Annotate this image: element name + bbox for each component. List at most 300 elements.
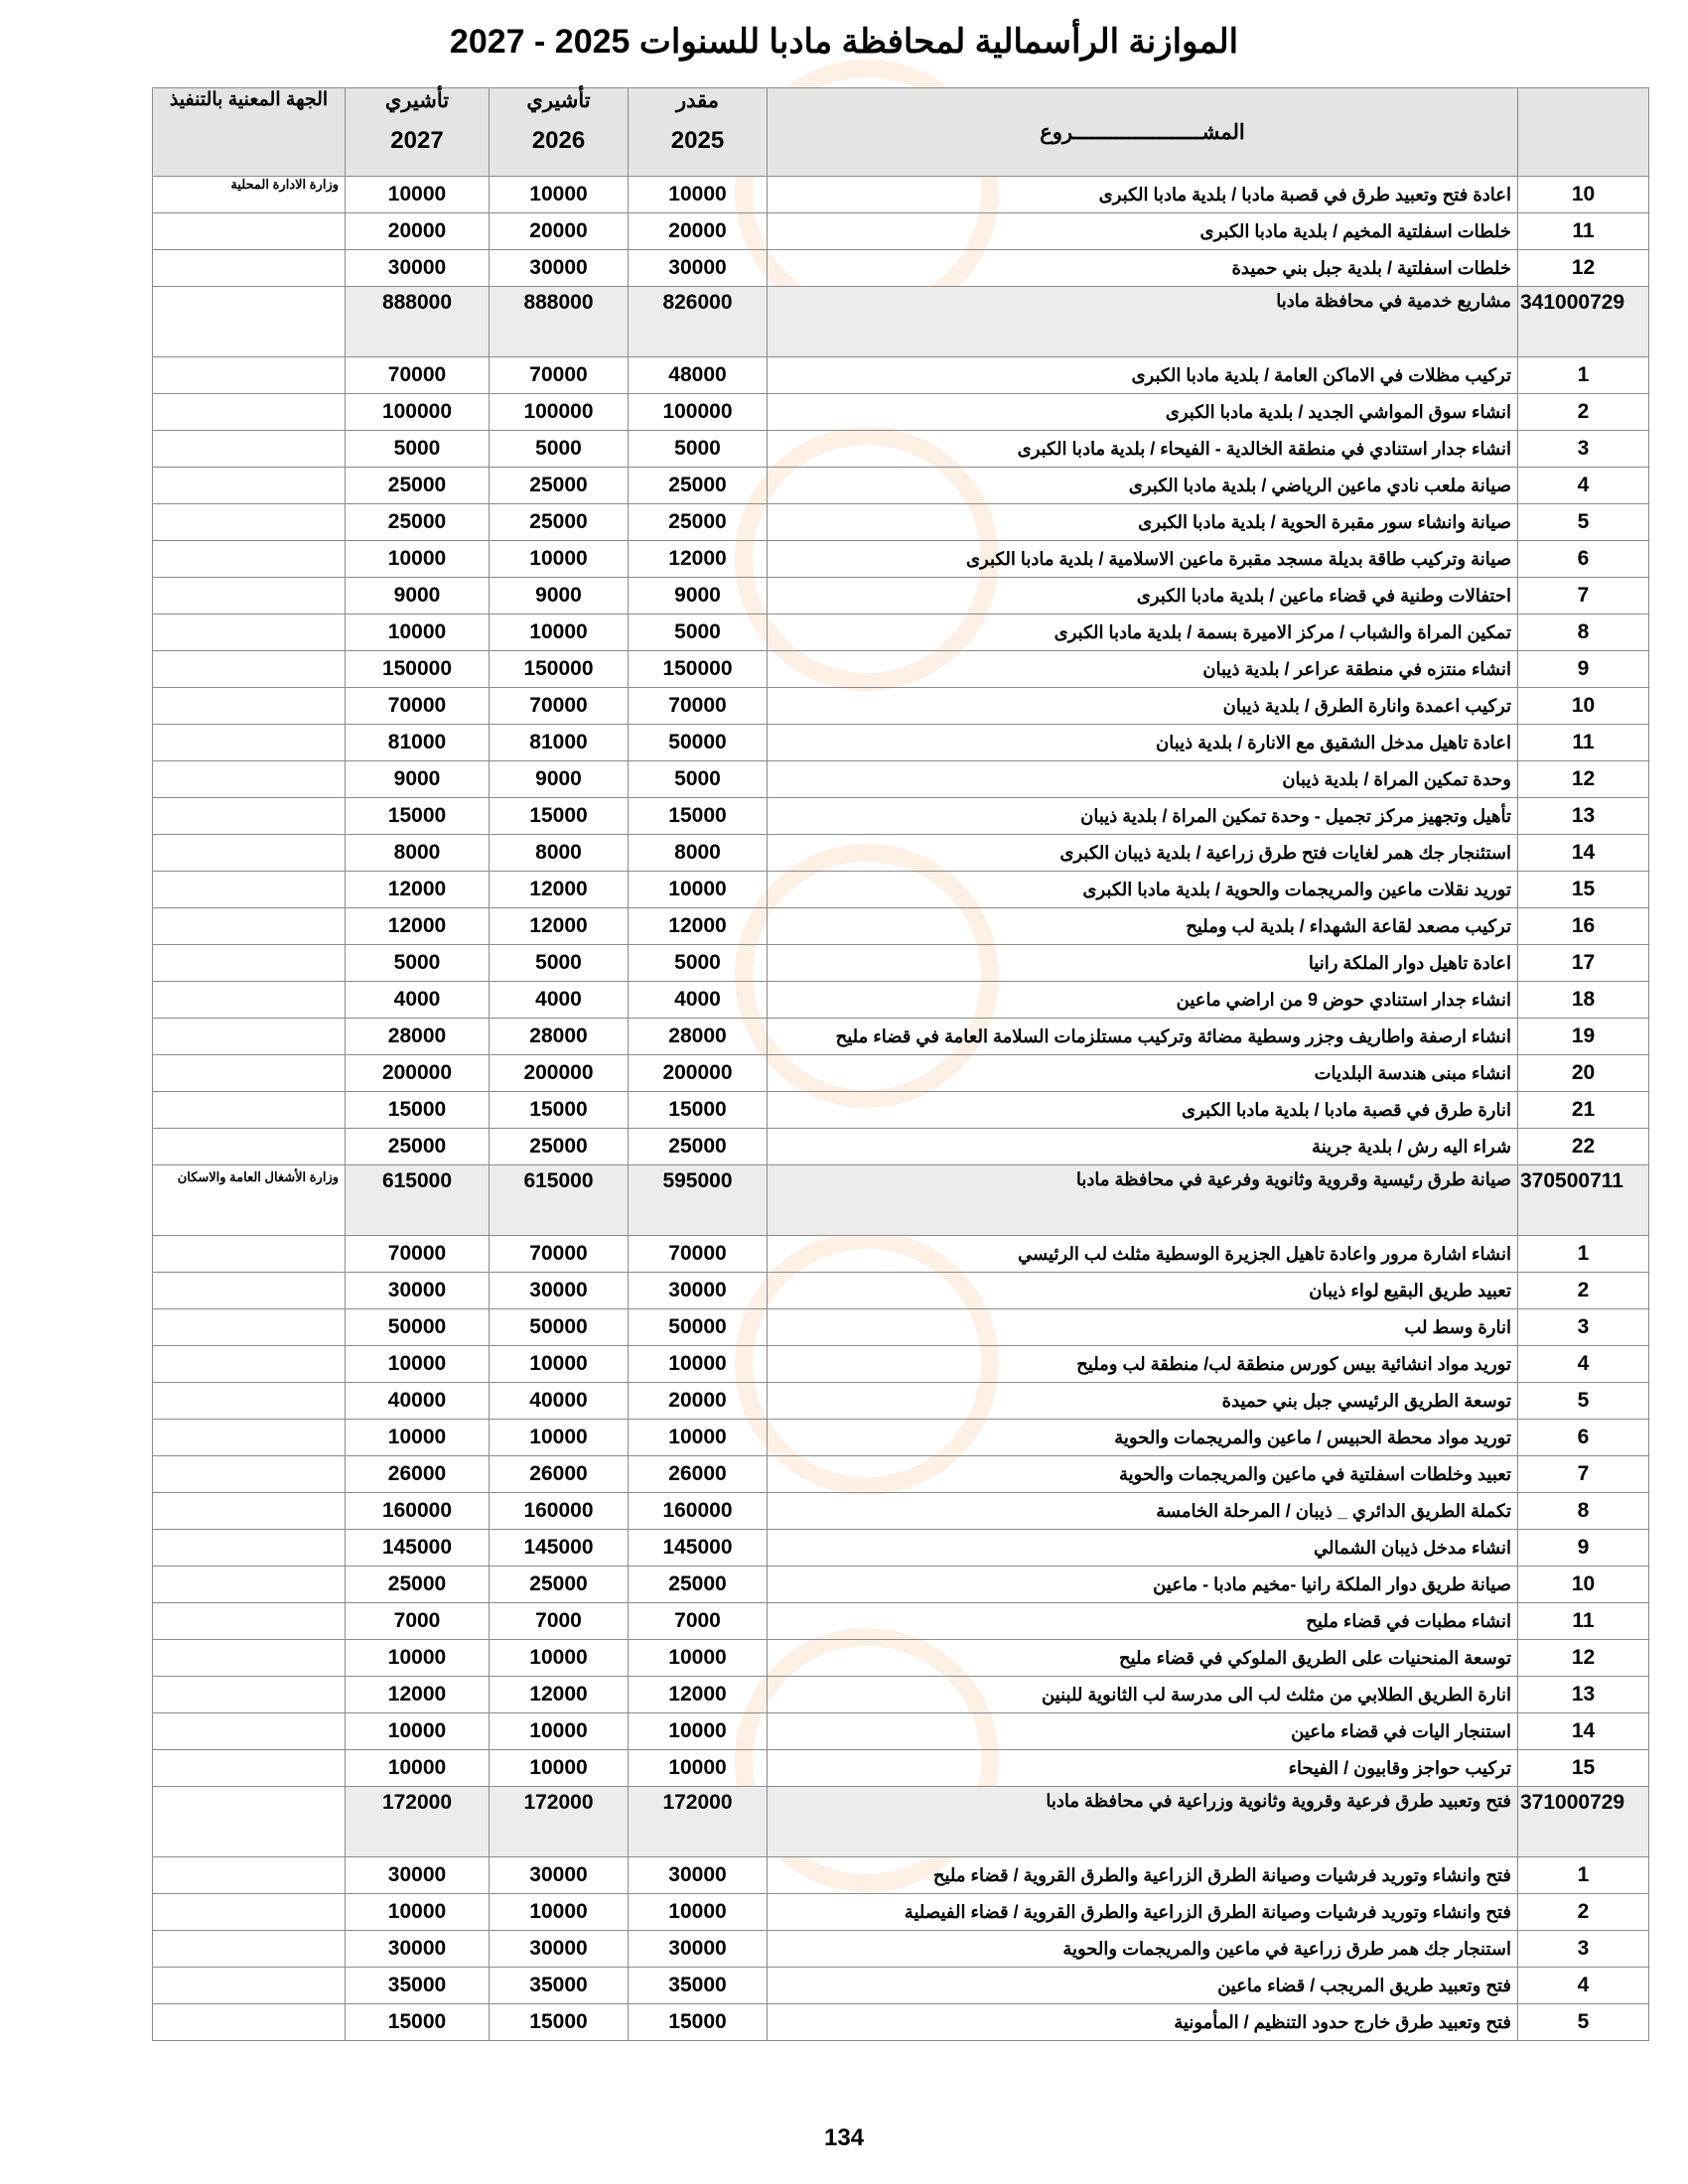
header-2025-year: 2025 <box>670 127 725 154</box>
table-row <box>153 1857 1649 1894</box>
project-name: استنجار اليات في قضاء ماعين <box>768 1713 1518 1750</box>
value-2027: 25000 <box>346 1567 490 1603</box>
project-name: فتح وانشاء وتوريد فرشيات وصيانة الطرق الزراعية والطرق القروية / قضاء مليح <box>768 1857 1518 1894</box>
value-2025: 15000 <box>629 2004 768 2041</box>
value-2025: 50000 <box>629 1309 768 1346</box>
value-2025: 15000 <box>629 1092 768 1129</box>
agency-cell-empty <box>153 1931 346 1968</box>
table-row <box>153 688 1649 725</box>
table-row <box>153 1713 1649 1750</box>
value-2027: 12000 <box>346 1677 490 1713</box>
value-2026: 70000 <box>490 357 629 394</box>
value-2025: 15000 <box>629 798 768 835</box>
row-number: 5 <box>1518 2004 1649 2041</box>
project-name: فتح وتعبيد طرق فرعية وقروية وثانوية وزراعية في محافظة مادبا <box>768 1787 1518 1857</box>
value-2025: 48000 <box>629 357 768 394</box>
row-number: 11 <box>1518 213 1649 250</box>
value-2026: 172000 <box>490 1787 629 1857</box>
value-2025: 25000 <box>629 468 768 504</box>
value-2027: 40000 <box>346 1383 490 1420</box>
agency-cell-empty <box>153 504 346 541</box>
agency-cell-empty <box>153 1055 346 1092</box>
agency-cell-empty <box>153 1894 346 1931</box>
table-row <box>153 1567 1649 1603</box>
table-row <box>153 1273 1649 1309</box>
value-2025: 12000 <box>629 541 768 578</box>
value-2027: 26000 <box>346 1456 490 1493</box>
agency-cell-empty <box>153 468 346 504</box>
project-name: تركيب مظلات في الاماكن العامة / بلدية مادبا الكبرى <box>768 357 1518 394</box>
value-2025: 10000 <box>629 1750 768 1787</box>
project-name: تركيب اعمدة وانارة الطرق / بلدية ذيبان <box>768 688 1518 725</box>
agency-cell-empty <box>153 798 346 835</box>
value-2027: 10000 <box>346 541 490 578</box>
project-name: فتح وانشاء وتوريد فرشيات وصيانة الطرق الزراعية والطرق القروية / قضاء الفيصلية <box>768 1894 1518 1931</box>
table-row <box>153 431 1649 468</box>
project-name: اعادة فتح وتعبيد طرق في قصبة مادبا / بلدية مادبا الكبرى <box>768 177 1518 213</box>
value-2027: 15000 <box>346 798 490 835</box>
project-name: اعادة تاهيل مدخل الشقيق مع الانارة / بلدية ذيبان <box>768 725 1518 761</box>
agency-cell-empty <box>153 1383 346 1420</box>
project-name: استنجار جك همر طرق زراعية في ماعين والمريجمات والحوية <box>768 1931 1518 1968</box>
row-number: 17 <box>1518 945 1649 982</box>
project-name: انشاء اشارة مرور واعادة تاهيل الجزيرة الوسطية مثلث لب الرئيسي <box>768 1236 1518 1273</box>
value-2026: 4000 <box>490 982 629 1019</box>
agency-cell-empty <box>153 1346 346 1383</box>
header-2026-label: تأشيري <box>526 89 591 112</box>
value-2026: 30000 <box>490 250 629 287</box>
project-name: صيانة ملعب نادي ماعين الرياضي / بلدية مادبا الكبرى <box>768 468 1518 504</box>
agency-cell-empty <box>153 945 346 982</box>
value-2026: 25000 <box>490 1567 629 1603</box>
agency-cell-empty <box>153 578 346 614</box>
table-row <box>153 1931 1649 1968</box>
value-2026: 9000 <box>490 578 629 614</box>
project-name: اعادة تاهيل دوار الملكة رانيا <box>768 945 1518 982</box>
row-number: 21 <box>1518 1092 1649 1129</box>
value-2027: 10000 <box>346 1750 490 1787</box>
value-2025: 25000 <box>629 1129 768 1165</box>
table-row <box>153 1750 1649 1787</box>
value-2026: 5000 <box>490 945 629 982</box>
value-2026: 12000 <box>490 908 629 945</box>
value-2027: 50000 <box>346 1309 490 1346</box>
value-2026: 160000 <box>490 1493 629 1530</box>
table-row <box>153 394 1649 431</box>
agency-cell-empty <box>153 357 346 394</box>
row-number: 8 <box>1518 1493 1649 1530</box>
row-number: 9 <box>1518 651 1649 688</box>
agency-cell-empty <box>153 541 346 578</box>
program-code: 341000729 <box>1518 287 1649 357</box>
value-2027: 5000 <box>346 945 490 982</box>
value-2027: 10000 <box>346 1640 490 1677</box>
value-2025: 10000 <box>629 177 768 213</box>
row-number: 15 <box>1518 1750 1649 1787</box>
row-number: 13 <box>1518 1677 1649 1713</box>
value-2025: 9000 <box>629 578 768 614</box>
value-2026: 12000 <box>490 872 629 908</box>
row-number: 10 <box>1518 688 1649 725</box>
table-row <box>153 1456 1649 1493</box>
row-number: 6 <box>1518 1420 1649 1456</box>
project-name: تمكين المراة والشباب / مركز الاميرة بسمة / بلدية مادبا الكبرى <box>768 614 1518 651</box>
value-2025: 826000 <box>629 287 768 357</box>
value-2025: 10000 <box>629 1420 768 1456</box>
agency-cell-empty <box>153 688 346 725</box>
value-2026: 10000 <box>490 541 629 578</box>
row-number: 12 <box>1518 250 1649 287</box>
row-number: 13 <box>1518 798 1649 835</box>
table-row <box>153 945 1649 982</box>
value-2027: 15000 <box>346 2004 490 2041</box>
table-row <box>153 1383 1649 1420</box>
value-2027: 9000 <box>346 578 490 614</box>
value-2026: 70000 <box>490 688 629 725</box>
value-2026: 25000 <box>490 504 629 541</box>
value-2027: 7000 <box>346 1603 490 1640</box>
row-number: 5 <box>1518 504 1649 541</box>
value-2025: 25000 <box>629 1567 768 1603</box>
header-2027-year: 2027 <box>390 127 444 154</box>
value-2025: 160000 <box>629 1493 768 1530</box>
row-number: 3 <box>1518 431 1649 468</box>
project-name: توريد مواد انشائية بيس كورس منطقة لب/ منطقة لب ومليح <box>768 1346 1518 1383</box>
value-2025: 145000 <box>629 1530 768 1567</box>
value-2027: 5000 <box>346 431 490 468</box>
table-row <box>153 1493 1649 1530</box>
project-name: شراء اليه رش / بلدية جرينة <box>768 1129 1518 1165</box>
value-2025: 100000 <box>629 394 768 431</box>
row-number: 2 <box>1518 1894 1649 1931</box>
value-2026: 30000 <box>490 1931 629 1968</box>
header-number <box>1518 88 1649 177</box>
value-2025: 20000 <box>629 1383 768 1420</box>
header-2026-year: 2026 <box>531 127 586 154</box>
value-2026: 10000 <box>490 1420 629 1456</box>
agency-cell-empty <box>153 1309 346 1346</box>
value-2025: 5000 <box>629 945 768 982</box>
value-2025: 5000 <box>629 614 768 651</box>
header-2025 <box>629 88 768 177</box>
agency-cell-empty <box>153 1567 346 1603</box>
value-2025: 10000 <box>629 1894 768 1931</box>
row-number: 9 <box>1518 1530 1649 1567</box>
value-2025: 30000 <box>629 1931 768 1968</box>
project-name: انارة طرق في قصبة مادبا / بلدية مادبا الكبرى <box>768 1092 1518 1129</box>
program-code: 371000729 <box>1518 1787 1649 1857</box>
table-row <box>153 1236 1649 1273</box>
agency-cell-empty <box>153 1713 346 1750</box>
table-row <box>153 872 1649 908</box>
row-number: 14 <box>1518 1713 1649 1750</box>
agency-cell-empty <box>153 651 346 688</box>
program-group-row <box>153 287 1649 357</box>
table-row <box>153 982 1649 1019</box>
agency-cell-empty <box>153 250 346 287</box>
agency-cell-empty <box>153 213 346 250</box>
header-2027-label: تأشيري <box>384 89 450 112</box>
value-2025: 172000 <box>629 1787 768 1857</box>
project-name: صيانة طريق دوار الملكة رانيا -مخيم مادبا - ماعين <box>768 1567 1518 1603</box>
value-2027: 9000 <box>346 761 490 798</box>
table-row <box>153 177 1649 213</box>
value-2027: 15000 <box>346 1092 490 1129</box>
value-2026: 25000 <box>490 1129 629 1165</box>
value-2027: 30000 <box>346 250 490 287</box>
value-2027: 30000 <box>346 1931 490 1968</box>
program-group-row <box>153 1787 1649 1857</box>
value-2027: 10000 <box>346 1894 490 1931</box>
program-group-row <box>153 1165 1649 1236</box>
value-2025: 50000 <box>629 725 768 761</box>
agency-cell-empty <box>153 1787 346 1857</box>
project-name: مشاريع خدمية في محافظة مادبا <box>768 287 1518 357</box>
value-2027: 30000 <box>346 1857 490 1894</box>
agency-cell-empty <box>153 1456 346 1493</box>
value-2027: 145000 <box>346 1530 490 1567</box>
value-2026: 615000 <box>490 1165 629 1236</box>
table-row <box>153 504 1649 541</box>
value-2026: 888000 <box>490 287 629 357</box>
project-name: تركيب حواجز وقابيون / الفيحاء <box>768 1750 1518 1787</box>
project-name: انشاء مدخل ذيبان الشمالي <box>768 1530 1518 1567</box>
table-row <box>153 578 1649 614</box>
project-name: انشاء منتزه في منطقة عراعر / بلدية ذيبان <box>768 651 1518 688</box>
value-2027: 70000 <box>346 357 490 394</box>
value-2025: 70000 <box>629 1236 768 1273</box>
value-2027: 100000 <box>346 394 490 431</box>
row-number: 4 <box>1518 1968 1649 2004</box>
row-number: 10 <box>1518 177 1649 213</box>
agency-cell-empty <box>153 1129 346 1165</box>
table-row <box>153 1603 1649 1640</box>
table-row <box>153 1129 1649 1165</box>
value-2027: 70000 <box>346 1236 490 1273</box>
project-name: انارة وسط لب <box>768 1309 1518 1346</box>
value-2025: 10000 <box>629 1640 768 1677</box>
table-row <box>153 250 1649 287</box>
row-number: 11 <box>1518 725 1649 761</box>
value-2025: 30000 <box>629 1273 768 1309</box>
value-2026: 7000 <box>490 1603 629 1640</box>
project-name: توريد مواد محطة الحبيس / ماعين والمريجمات والحوية <box>768 1420 1518 1456</box>
row-number: 19 <box>1518 1019 1649 1055</box>
agency-cell-empty <box>153 287 346 357</box>
project-name: فتح وتعبيد طرق خارج حدود التنظيم / المأمونية <box>768 2004 1518 2041</box>
value-2027: 10000 <box>346 1713 490 1750</box>
table-body <box>153 177 1649 2041</box>
project-name: انشاء ارصفة واطاريف وجزر وسطية مضائة وتركيب مستلزمات السلامة العامة في قضاء مليح <box>768 1019 1518 1055</box>
value-2026: 5000 <box>490 431 629 468</box>
table-row <box>153 468 1649 504</box>
value-2026: 20000 <box>490 213 629 250</box>
value-2027: 10000 <box>346 1420 490 1456</box>
project-name: توسعة المنحنيات على الطريق الملوكي في قضاء مليح <box>768 1640 1518 1677</box>
table-row <box>153 798 1649 835</box>
agency-cell-empty <box>153 1677 346 1713</box>
agency-cell-empty <box>153 1273 346 1309</box>
value-2025: 26000 <box>629 1456 768 1493</box>
agency-cell-empty <box>153 1857 346 1894</box>
row-number: 14 <box>1518 835 1649 872</box>
value-2026: 30000 <box>490 1273 629 1309</box>
project-name: وحدة تمكين المراة / بلدية ذيبان <box>768 761 1518 798</box>
project-name: استئنجار جك همر لغايات فتح طرق زراعية / بلدية ذيبان الكبرى <box>768 835 1518 872</box>
value-2025: 35000 <box>629 1968 768 2004</box>
agency-cell: وزارة الأشغال العامة والاسكان <box>153 1165 346 1236</box>
row-number: 16 <box>1518 908 1649 945</box>
value-2025: 10000 <box>629 1713 768 1750</box>
value-2027: 25000 <box>346 468 490 504</box>
value-2026: 30000 <box>490 1857 629 1894</box>
row-number: 1 <box>1518 1857 1649 1894</box>
value-2027: 200000 <box>346 1055 490 1092</box>
value-2026: 10000 <box>490 1640 629 1677</box>
value-2027: 160000 <box>346 1493 490 1530</box>
row-number: 1 <box>1518 1236 1649 1273</box>
agency-cell-empty <box>153 1968 346 2004</box>
agency-cell-empty <box>153 1603 346 1640</box>
table-row <box>153 651 1649 688</box>
value-2025: 150000 <box>629 651 768 688</box>
page-title: الموازنة الرأسمالية لمحافظة مادبا للسنوات 2025 - 2027 <box>449 23 1239 61</box>
project-name: خلطات اسفلتية المخيم / بلدية مادبا الكبرى <box>768 213 1518 250</box>
value-2027: 888000 <box>346 287 490 357</box>
value-2026: 35000 <box>490 1968 629 2004</box>
value-2027: 8000 <box>346 835 490 872</box>
value-2025: 30000 <box>629 1857 768 1894</box>
project-name: صيانة طرق رئيسية وقروية وثانوية وفرعية في محافظة مادبا <box>768 1165 1518 1236</box>
table-row <box>153 725 1649 761</box>
header-agency: الجهة المعنية بالتنفيذ <box>153 88 346 177</box>
value-2025: 7000 <box>629 1603 768 1640</box>
table-row <box>153 761 1649 798</box>
header-2026 <box>490 88 629 177</box>
project-name: خلطات اسفلتية / بلدية جبل بني حميدة <box>768 250 1518 287</box>
value-2027: 81000 <box>346 725 490 761</box>
value-2026: 70000 <box>490 1236 629 1273</box>
agency-cell-empty <box>153 1092 346 1129</box>
agency-cell-empty <box>153 1640 346 1677</box>
project-name: انشاء مطبات في قضاء مليح <box>768 1603 1518 1640</box>
table-row <box>153 908 1649 945</box>
budget-table <box>152 87 1649 2041</box>
value-2026: 10000 <box>490 1713 629 1750</box>
row-number: 11 <box>1518 1603 1649 1640</box>
project-name: توريد نقلات ماعين والمريجمات والحوية / بلدية مادبا الكبرى <box>768 872 1518 908</box>
table-row <box>153 1420 1649 1456</box>
project-name: فتح وتعبيد طريق المريجب / قضاء ماعين <box>768 1968 1518 2004</box>
value-2026: 10000 <box>490 1894 629 1931</box>
table-row <box>153 1894 1649 1931</box>
value-2025: 4000 <box>629 982 768 1019</box>
agency-cell-empty <box>153 1750 346 1787</box>
value-2027: 12000 <box>346 908 490 945</box>
value-2027: 28000 <box>346 1019 490 1055</box>
agency-cell-empty <box>153 982 346 1019</box>
row-number: 12 <box>1518 761 1649 798</box>
value-2026: 145000 <box>490 1530 629 1567</box>
project-name: تأهيل وتجهيز مركز تجميل - وحدة تمكين المراة / بلدية ذيبان <box>768 798 1518 835</box>
value-2026: 28000 <box>490 1019 629 1055</box>
agency-cell: وزارة الادارة المحلية <box>153 177 346 213</box>
agency-cell-empty <box>153 2004 346 2041</box>
value-2026: 81000 <box>490 725 629 761</box>
value-2026: 25000 <box>490 468 629 504</box>
agency-cell-empty <box>153 614 346 651</box>
agency-cell-empty <box>153 872 346 908</box>
row-number: 7 <box>1518 1456 1649 1493</box>
value-2025: 12000 <box>629 1677 768 1713</box>
value-2027: 30000 <box>346 1273 490 1309</box>
agency-cell-empty <box>153 1493 346 1530</box>
value-2027: 10000 <box>346 1346 490 1383</box>
value-2026: 26000 <box>490 1456 629 1493</box>
value-2026: 150000 <box>490 651 629 688</box>
table-row <box>153 541 1649 578</box>
value-2027: 25000 <box>346 1129 490 1165</box>
row-number: 6 <box>1518 541 1649 578</box>
row-number: 4 <box>1518 468 1649 504</box>
table-row <box>153 1019 1649 1055</box>
value-2027: 20000 <box>346 213 490 250</box>
value-2025: 8000 <box>629 835 768 872</box>
project-name: تركيب مصعد لقاعة الشهداء / بلدية لب ومليح <box>768 908 1518 945</box>
table-row <box>153 614 1649 651</box>
table-row <box>153 357 1649 394</box>
project-name: تعبيد وخلطات اسفلتية في ماعين والمريجمات والحوية <box>768 1456 1518 1493</box>
value-2025: 20000 <box>629 213 768 250</box>
project-name: توسعة الطريق الرئيسي جبل بني حميدة <box>768 1383 1518 1420</box>
project-name: تكملة الطريق الدائري _ ذيبان / المرحلة الخامسة <box>768 1493 1518 1530</box>
row-number: 7 <box>1518 578 1649 614</box>
row-number: 3 <box>1518 1931 1649 1968</box>
value-2025: 25000 <box>629 504 768 541</box>
row-number: 4 <box>1518 1346 1649 1383</box>
value-2026: 10000 <box>490 177 629 213</box>
project-name: احتفالات وطنية في قضاء ماعين / بلدية مادبا الكبرى <box>768 578 1518 614</box>
value-2027: 70000 <box>346 688 490 725</box>
value-2025: 10000 <box>629 872 768 908</box>
value-2026: 12000 <box>490 1677 629 1713</box>
value-2025: 200000 <box>629 1055 768 1092</box>
page-number: 134 <box>823 2124 865 2151</box>
row-number: 12 <box>1518 1640 1649 1677</box>
value-2026: 15000 <box>490 1092 629 1129</box>
value-2026: 10000 <box>490 614 629 651</box>
table-row <box>153 1640 1649 1677</box>
table-row <box>153 1309 1649 1346</box>
value-2026: 100000 <box>490 394 629 431</box>
value-2027: 615000 <box>346 1165 490 1236</box>
table-row <box>153 2004 1649 2041</box>
value-2027: 10000 <box>346 614 490 651</box>
row-number: 5 <box>1518 1383 1649 1420</box>
value-2027: 12000 <box>346 872 490 908</box>
project-name: صيانة وتركيب طاقة بديلة مسجد مقبرة ماعين الاسلامية / بلدية مادبا الكبرى <box>768 541 1518 578</box>
value-2025: 10000 <box>629 1346 768 1383</box>
agency-cell-empty <box>153 1019 346 1055</box>
agency-cell-empty <box>153 761 346 798</box>
row-number: 22 <box>1518 1129 1649 1165</box>
value-2027: 150000 <box>346 651 490 688</box>
table-row <box>153 1055 1649 1092</box>
row-number: 2 <box>1518 1273 1649 1309</box>
value-2027: 4000 <box>346 982 490 1019</box>
row-number: 20 <box>1518 1055 1649 1092</box>
agency-cell-empty <box>153 835 346 872</box>
